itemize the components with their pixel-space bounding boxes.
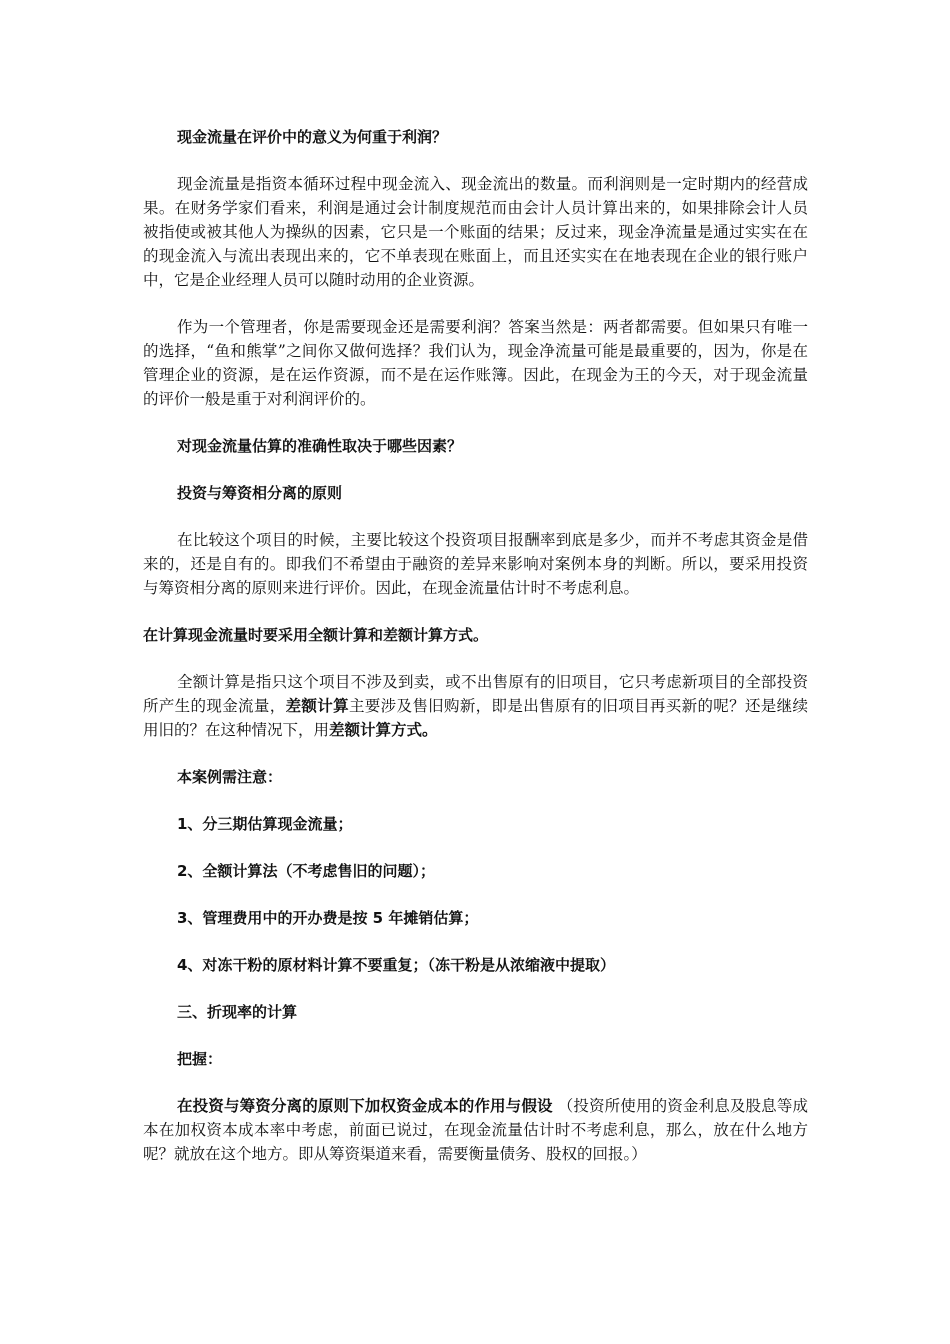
paragraph-cashflow-definition: 现金流量是指资本循环过程中现金流入、现金流出的数量。而利润则是一定时期内的经营成果。在财务学家们看来，利润是通过会计制度规范而由会计人员计算出来的，如果排除会计人员被指使或被其他人为操纵的因素，它只是一个账面的结果；反过来，现金净流量是通过实实在在的现金流入与流出表现出来的，它不单表现在账面上，而且还实实在在地表现在企业的银行账户中，它是企业经理人员可以随时动用的企业资源。 [143, 175, 808, 289]
list-item: 3、管理费用中的开办费是按 5 年摊销估算； [177, 909, 479, 927]
bold-term-differential: 差额计算 [285, 697, 349, 715]
text-segment: （投资所使用的资金利息及股息等成本在加权资本成本率中考虑，前面已说过，在现金流量估计时不考虑利息，那么，放在什么地方呢？就放在这个地方。即从筹资渠道来看，需要衡量债务、股权的回报。） [143, 1097, 808, 1163]
list-item: 1、分三期估算现金流量； [177, 815, 353, 833]
heading-full-and-differential: 在计算现金流量时要采用全额计算和差额计算方式。 [143, 626, 489, 644]
list-item: 2、全额计算法（不考虑售旧的问题）； [177, 862, 435, 880]
heading-discount-rate: 三、折现率的计算 [177, 1003, 298, 1021]
document-body [143, 125, 808, 1189]
paragraph-manager-choice: 作为一个管理者，你是需要现金还是需要利润？答案当然是：两者都需要。但如果只有唯一的选择，“鱼和熊掌”之间你又做何选择？我们认为，现金净流量可能是最重要的，因为，你是在管理企业的资源，是在运作资源，而不是在运作账簿。因此，在现金为王的今天，对于现金流量的评价一般是重于对利润评价的。 [143, 318, 808, 408]
bold-term-wacc: 在投资与筹资分离的原则下加权资金成本的作用与假设 [177, 1097, 553, 1115]
paragraph-wacc [143, 1094, 808, 1166]
heading-cashflow-significance: 现金流量在评价中的意义为何重于利润？ [177, 128, 448, 146]
heading-grasp: 把握： [177, 1050, 223, 1068]
paragraph-full-and-differential [143, 670, 808, 742]
text-segment: 主要涉及售旧购新，即是出售原有的旧项目再买新的呢？还是继续用旧的？在这种情况下，用 [143, 697, 808, 739]
paragraph-separation-principle: 在比较这个项目的时候，主要比较这个投资项目报酬率到底是多少，而并不考虑其资金是借来的，还是自有的。即我们不希望由于融资的差异来影响对案例本身的判断。所以，要采用投资与筹资相分离的原则来进行评价。因此，在现金流量估计时不考虑利息。 [143, 531, 808, 597]
heading-accuracy-factors: 对现金流量估算的准确性取决于哪些因素？ [177, 437, 463, 455]
bold-term-differential-method: 差额计算方式。 [329, 721, 438, 739]
list-item: 4、对冻干粉的原材料计算不要重复；（冻干粉是从浓缩液中提取） [177, 956, 615, 974]
text-segment: 全额计算是指只这个项目不涉及到卖，或不出售原有的旧项目，它只考虑新项目的全部投资所产生的现金流量， [143, 673, 808, 715]
heading-separation-principle: 投资与筹资相分离的原则 [177, 484, 343, 502]
heading-case-notes: 本案例需注意： [177, 768, 283, 786]
